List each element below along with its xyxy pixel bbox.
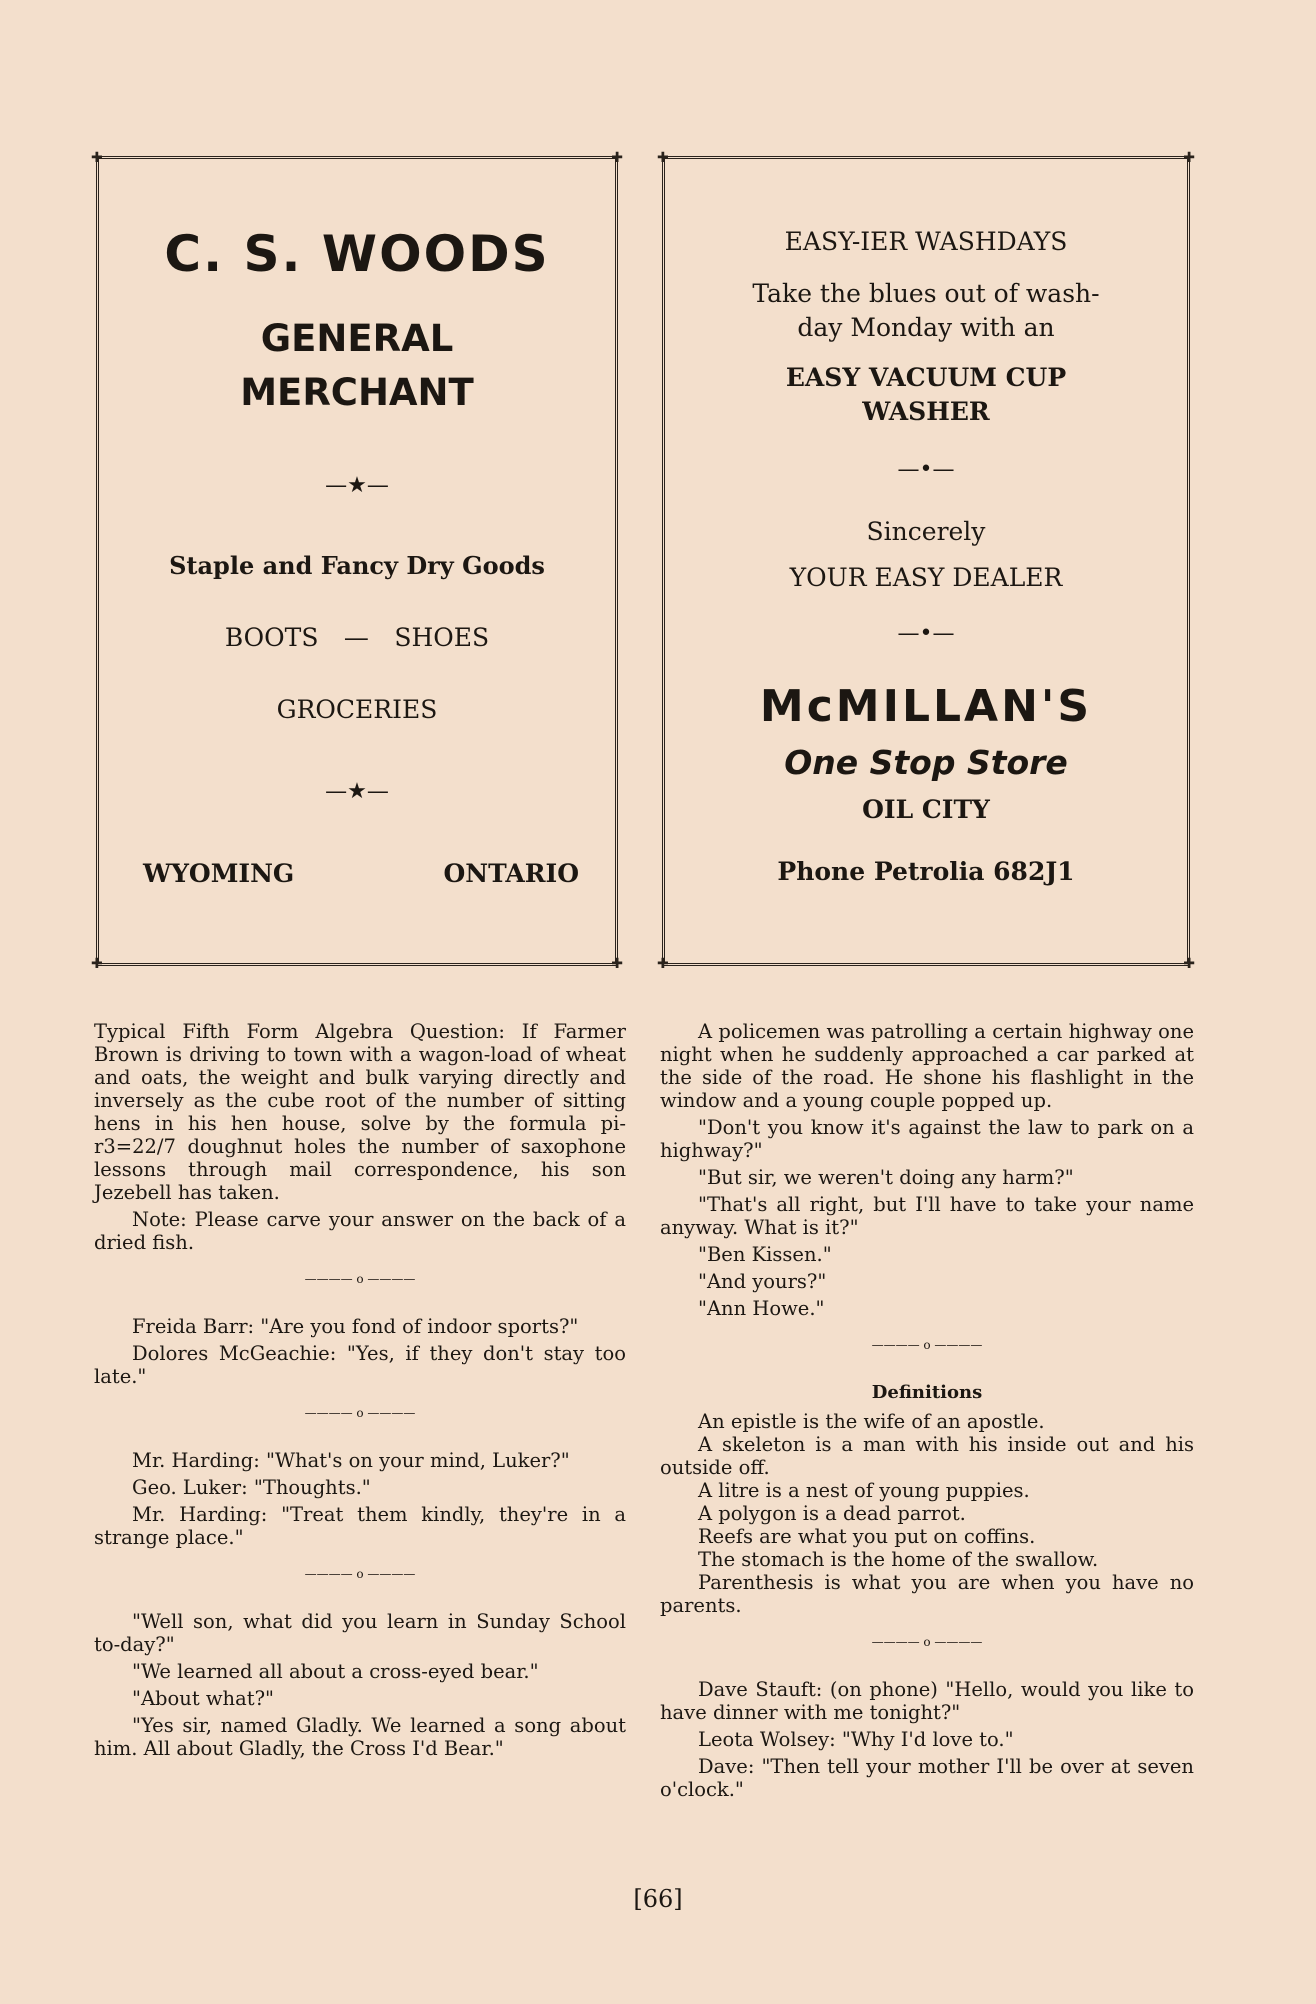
ad-subtitle-1: GENERAL bbox=[260, 317, 454, 360]
joke-line: Mr. Harding: "What's on your mind, Luker?" bbox=[132, 1449, 570, 1472]
joke-line: "But sir, we weren't doing any harm?" bbox=[698, 1166, 1074, 1189]
section-separator: ———— o ———— bbox=[304, 1272, 416, 1286]
joke-line: "That's all right, but I'll have to take your name anyway. What is it?" bbox=[660, 1193, 1194, 1239]
ad-dash: — bbox=[343, 623, 369, 652]
ad-groceries: GROCERIES bbox=[276, 695, 438, 724]
ad-body-1: Take the blues out of wash- bbox=[752, 279, 1100, 308]
ad-mcmillans bbox=[657, 150, 1195, 972]
definition-item: Reefs are what you put on coffins. bbox=[698, 1525, 1036, 1548]
left-column bbox=[94, 1020, 626, 1764]
ad-boots: BOOTS bbox=[224, 623, 319, 652]
definition-item: A polygon is a dead parrot. bbox=[698, 1502, 966, 1525]
ad-province: ONTARIO bbox=[443, 859, 579, 888]
joke-line: Geo. Luker: "Thoughts." bbox=[132, 1476, 371, 1499]
ad-city: OIL CITY bbox=[862, 795, 990, 824]
corner-ornament: ✚ bbox=[91, 150, 103, 166]
ad-goods: Staple and Fancy Dry Goods bbox=[169, 551, 545, 580]
star-divider: —★— bbox=[325, 779, 389, 804]
ad-headline: EASY-IER WASHDAYS bbox=[784, 227, 1068, 256]
joke-line: A policemen was patrolling a certain highway one night when he suddenly approached a car parked at the side of the road. He shone his flashlight in the window and a young couple popped up. bbox=[660, 1020, 1194, 1112]
joke-line: Mr. Harding: "Treat them kindly, they're in a strange place." bbox=[94, 1503, 626, 1549]
joke-line: Dave Stauft: (on phone) "Hello, would you like to have dinner with me tonight?" bbox=[660, 1678, 1194, 1724]
corner-ornament: ✚ bbox=[1183, 150, 1195, 166]
section-separator: ———— o ———— bbox=[304, 1406, 416, 1420]
joke-line: Freida Barr: "Are you fond of indoor sports?" bbox=[132, 1315, 579, 1338]
section-separator: ———— o ———— bbox=[871, 1338, 983, 1352]
joke-line: Dolores McGeachie: "Yes, if they don't stay too late." bbox=[94, 1342, 626, 1388]
ad-shoes: SHOES bbox=[394, 623, 490, 652]
ad-subtitle-2: MERCHANT bbox=[240, 371, 474, 414]
definition-item: The stomach is the home of the swallow. bbox=[698, 1548, 1099, 1571]
definition-item: An epistle is the wife of an apostle. bbox=[698, 1410, 1045, 1433]
algebra-question: Typical Fifth Form Algebra Question: If Farmer Brown is driving to town with a wagon-load of wheat and oats, the weight and bulk varying directly and inversely as the cube root of the number of sitting hens in his hen house, solve by the formula pi-r3=22/7 doughnut holes the number of saxophone lessons through mail correspondence, his son Jezebell has taken. bbox=[94, 1020, 626, 1204]
joke-line: Leota Wolsey: "Why I'd love to." bbox=[698, 1728, 1014, 1751]
corner-ornament: ✚ bbox=[657, 150, 669, 166]
star-divider: —★— bbox=[325, 473, 389, 498]
ad-boots-shoes bbox=[99, 623, 615, 652]
ad-phone: Phone Petrolia 682J1 bbox=[777, 857, 1075, 886]
ad-sincerely: Sincerely bbox=[866, 517, 986, 546]
corner-ornament: ✚ bbox=[657, 956, 669, 972]
joke-line: "We learned all about a cross-eyed bear." bbox=[132, 1660, 539, 1683]
definition-item: Parenthesis is what you are when you have no parents. bbox=[660, 1571, 1194, 1617]
definition-item: A skeleton is a man with his inside out and his outside off. bbox=[660, 1433, 1194, 1479]
ad-store-name: C. S. WOODS bbox=[164, 225, 550, 283]
algebra-note: Note: Please carve your answer on the back of a dried fish. bbox=[94, 1208, 626, 1254]
joke-line: "Don't you know it's against the law to park on a highway?" bbox=[660, 1116, 1194, 1162]
section-separator: ———— o ———— bbox=[304, 1567, 416, 1581]
joke-line: "About what?" bbox=[132, 1687, 275, 1710]
corner-ornament: ✚ bbox=[611, 150, 623, 166]
joke-line: "Yes sir, named Gladly. We learned a song about him. All about Gladly, the Cross I'd Bear." bbox=[94, 1714, 626, 1760]
corner-ornament: ✚ bbox=[1183, 956, 1195, 972]
ad-slogan: One Stop Store bbox=[784, 743, 1068, 782]
corner-ornament: ✚ bbox=[611, 956, 623, 972]
page-number: [66] bbox=[633, 1885, 683, 1913]
definitions-heading: Definitions bbox=[871, 1382, 983, 1403]
joke-line: "Ben Kissen." bbox=[698, 1243, 832, 1266]
right-column bbox=[660, 1020, 1194, 1805]
dot-divider: —•— bbox=[897, 457, 955, 482]
dot-divider: —•— bbox=[897, 621, 955, 646]
section-separator: ———— o ———— bbox=[871, 1635, 983, 1649]
joke-line: "Well son, what did you learn in Sunday School to-day?" bbox=[94, 1610, 626, 1656]
ad-body-2: day Monday with an bbox=[797, 313, 1055, 342]
ad-dealer: YOUR EASY DEALER bbox=[789, 563, 1063, 592]
ad-product-2: WASHER bbox=[862, 397, 990, 426]
ad-store-name: McMILLAN'S bbox=[759, 681, 1093, 732]
ad-product-1: EASY VACUUM CUP bbox=[785, 363, 1067, 392]
ad-cs-woods bbox=[91, 150, 623, 972]
ad-town: WYOMING bbox=[143, 859, 295, 888]
joke-line: "And yours?" bbox=[698, 1270, 827, 1293]
corner-ornament: ✚ bbox=[91, 956, 103, 972]
joke-line: Dave: "Then tell your mother I'll be over at seven o'clock." bbox=[660, 1755, 1194, 1801]
definition-item: A litre is a nest of young puppies. bbox=[698, 1479, 1030, 1502]
joke-line: "Ann Howe." bbox=[698, 1297, 825, 1320]
